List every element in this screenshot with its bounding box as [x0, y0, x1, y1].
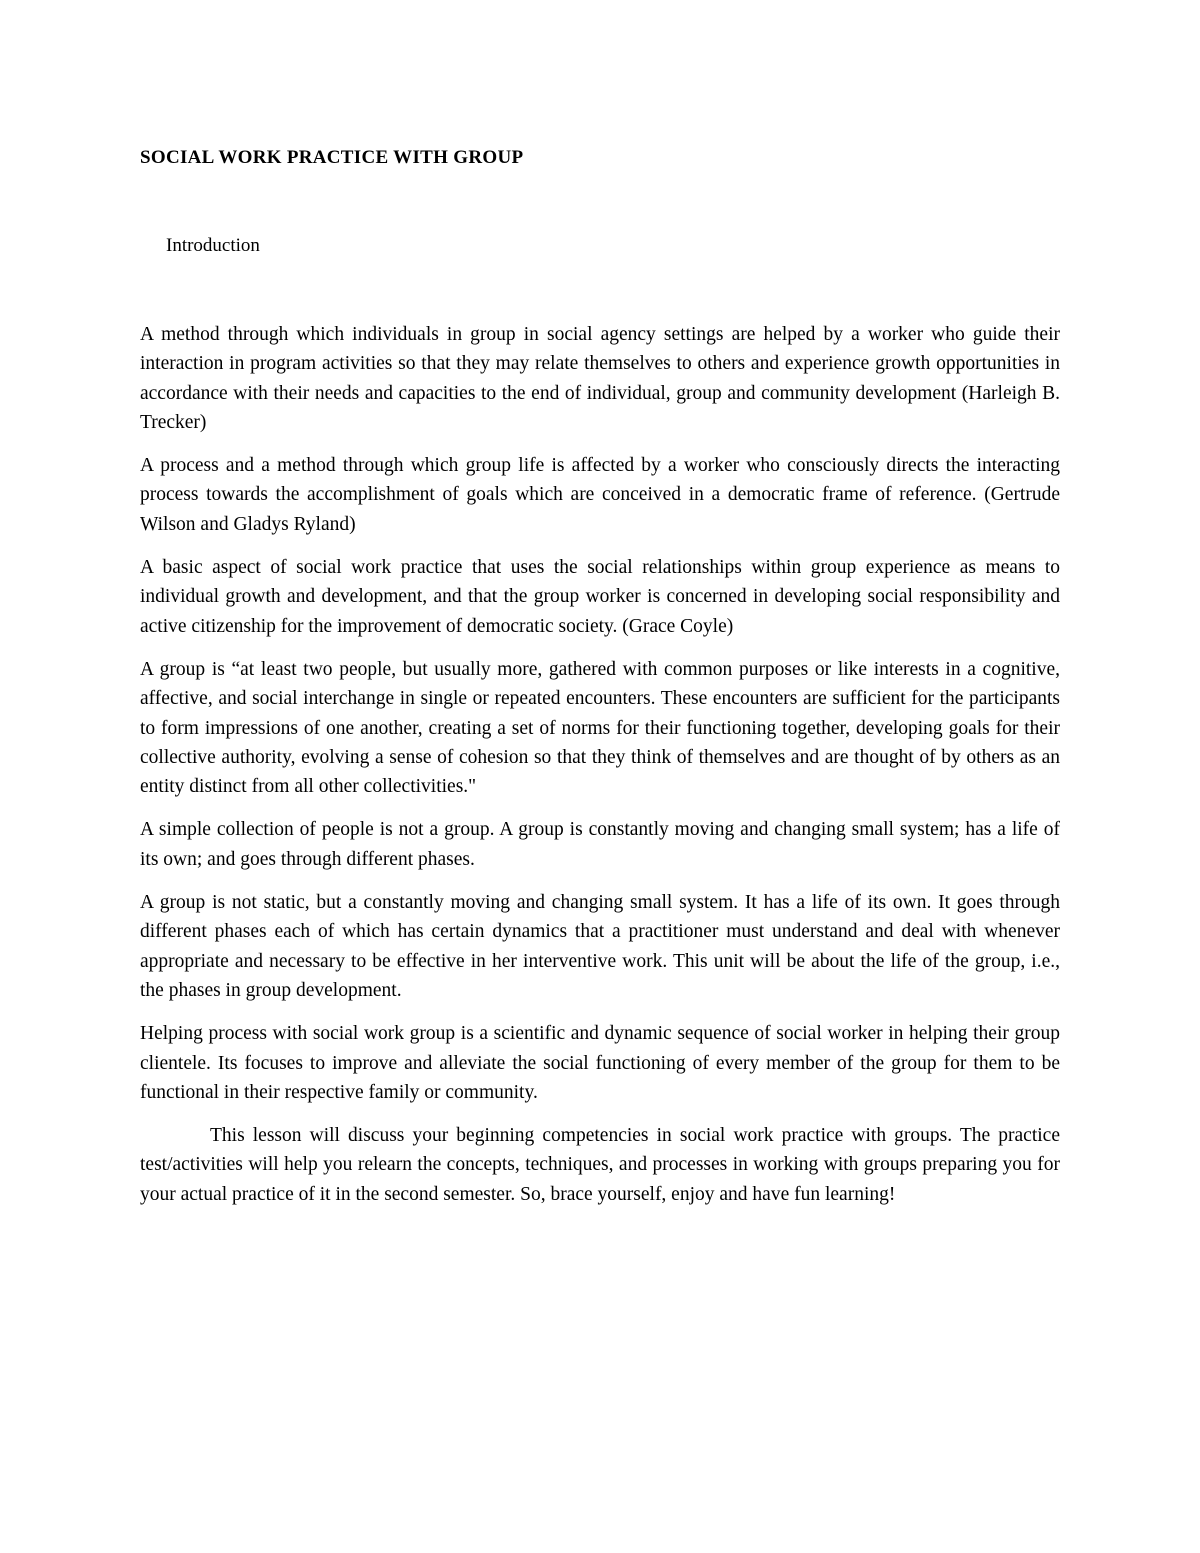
section-heading-introduction: Introduction — [166, 235, 260, 256]
document-page — [140, 0, 1060, 1553]
document-body — [140, 320, 1060, 1223]
paragraph-helping-process: Helping process with social work group is a scientific and dynamic sequence of social worker in helping their group clientele. Its focuses to improve and alleviate the social functioning of every member of the group for them to be functional in their respective family or community. — [140, 1023, 1060, 1103]
paragraph-wilson-ryland-definition: A process and a method through which group life is affected by a worker who consciously directs the interacting process towards the accomplishment of goals which are conceived in a democratic frame of reference. (Gertrude Wilson and Gladys Ryland) — [140, 455, 1060, 535]
paragraph-group-definition: A group is “at least two people, but usually more, gathered with common purposes or like interests in a cognitive, affective, and social interchange in single or repeated encounters. These encounters are sufficient for the participants to form impressions of one another, creating a set of norms for their functioning together, developing goals for their collective authority, evolving a sense of cohesion so that they think of themselves and are thought of by others as an entity distinct from all other collectivities." — [140, 658, 1060, 798]
paragraph-trecker-definition: A method through which individuals in group in social agency settings are helped by a worker who guide their interaction in program activities so that they may relate themselves to others and experience growth opportunities in accordance with their needs and capacities to the end of individual, group and community development (Harleigh B. Trecker) — [140, 324, 1060, 433]
paragraph-lesson-overview: This lesson will discuss your beginning competencies in social work practice with groups. The practice test/activities will help you relearn the concepts, techniques, and processes in working with groups preparing you for your actual practice of it in the second semester. So, brace yourself, enjoy and have fun learning! — [140, 1125, 1060, 1205]
paragraph-collection-not-group: A simple collection of people is not a group. A group is constantly moving and changing small system; has a life of its own; and goes through different phases. — [140, 819, 1060, 870]
document-title: SOCIAL WORK PRACTICE WITH GROUP — [140, 147, 524, 168]
paragraph-coyle-definition: A basic aspect of social work practice that uses the social relationships within group experience as means to individual growth and development, and that the group worker is concerned in developing social responsibility and active citizenship for the improvement of democratic society. (Grace Coyle) — [140, 557, 1060, 637]
paragraph-group-phases: A group is not static, but a constantly moving and changing small system. It has a life of its own. It goes through different phases each of which has certain dynamics that a practitioner must understand and deal with whenever appropriate and necessary to be effective in her interventive work. This unit will be about the life of the group, i.e., the phases in group development. — [140, 892, 1060, 1001]
